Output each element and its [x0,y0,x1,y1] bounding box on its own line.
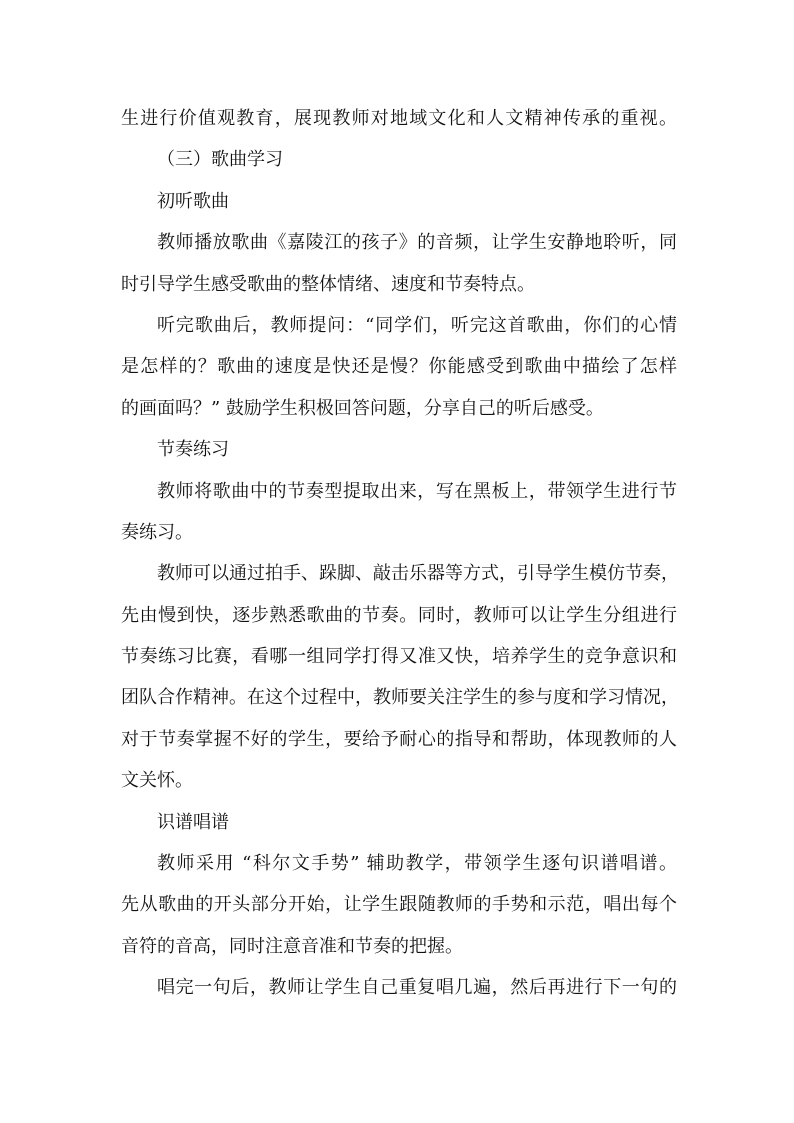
paragraph-line: 节奏练习比赛，看哪一组同学打得又准又快，培养学生的竞争意识和 [121,646,677,668]
subsection-heading: 识谱唱谱 [157,811,229,833]
paragraph-line: 听完歌曲后，教师提问：“同学们，听完这首歌曲，你们的心情 [157,314,677,336]
paragraph-line: 生进行价值观教育，展现教师对地域文化和人文精神传承的重视。 [121,108,677,129]
paragraph-line: 先由慢到快，逐步熟悉歌曲的节奏。同时，教师可以让学生分组进行 [121,604,677,626]
section-heading: （三）歌曲学习 [157,149,283,171]
paragraph-line: 教师可以通过拍手、跺脚、敲击乐器等方式，引导学生模仿节奏， [157,563,679,585]
paragraph-line: 是怎样的？歌曲的速度是快还是慢？你能感受到歌曲中描绘了怎样 [121,356,677,378]
paragraph-line: 奏练习。 [121,521,193,543]
paragraph-line: 的画面吗？” 鼓励学生积极回答问题，分享自己的听后感受。 [121,397,604,419]
paragraph-line: 教师将歌曲中的节奏型提取出来，写在黑板上，带领学生进行节 [157,480,677,502]
paragraph-line: 时引导学生感受歌曲的整体情绪、速度和节奏特点。 [121,273,535,295]
paragraph-line: 教师播放歌曲《嘉陵江的孩子》的音频，让学生安静地聆听，同 [157,232,677,254]
paragraph-line: 音符的音高，同时注意音准和节奏的把握。 [121,935,463,957]
paragraph-line: 团队合作精神。在这个过程中，教师要关注学生的参与度和学习情况， [121,687,679,709]
paragraph-line: 对于节奏掌握不好的学生，要给予耐心的指导和帮助，体现教师的人 [121,728,677,750]
paragraph-line: 文关怀。 [121,770,193,792]
paragraph-line: 先从歌曲的开头部分开始，让学生跟随教师的手势和示范，唱出每个 [121,894,677,916]
document-body [121,98,677,1009]
subsection-heading: 节奏练习 [157,439,229,461]
paragraph-line: 唱完一句后，教师让学生自己重复唱几遍，然后再进行下一句的 [157,977,677,999]
paragraph-line: 教师采用 “科尔文手势” 辅助教学，带领学生逐句识谱唱谱。 [157,853,677,875]
subsection-heading: 初听歌曲 [157,190,229,212]
